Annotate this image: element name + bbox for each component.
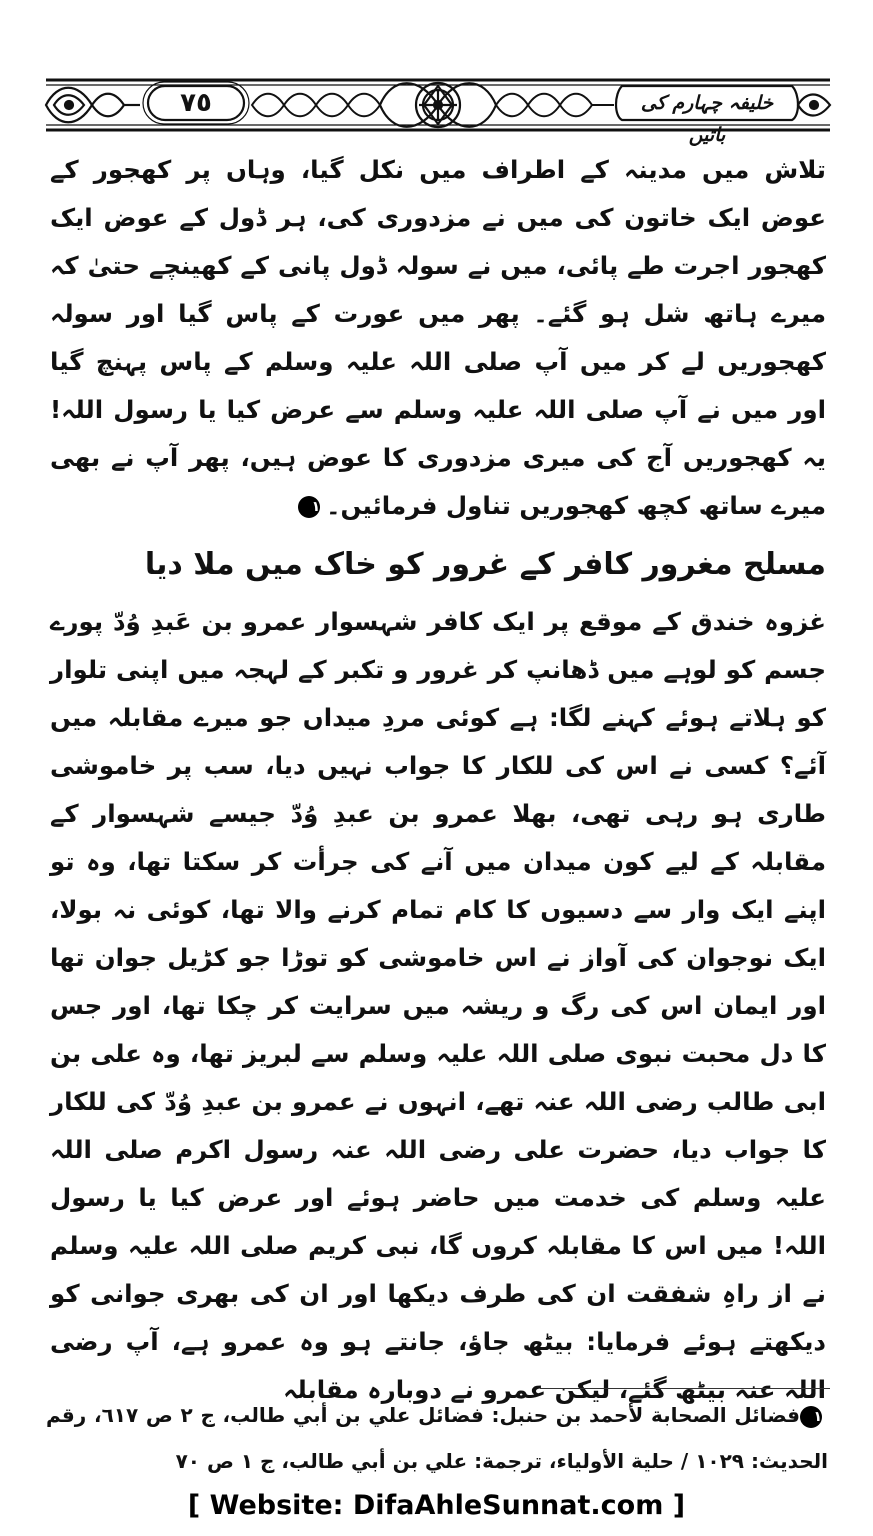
page-number: ٧٥: [180, 88, 212, 118]
footnote: [46, 1392, 828, 1484]
intro-paragraph: [50, 146, 826, 530]
footnote-marker: ١: [298, 496, 320, 518]
body-text: [50, 146, 826, 1414]
website-footer: [ Website: DifaAhleSunnat.com ]: [187, 1490, 686, 1521]
footnote-text: فضائل الصحابة لأحمد بن حنبل: فضائل علي بن أبي طالب، ج ٢ ص ٦١٧، رقم الحديث: ١٠٢٩ / حلية الأولياء، ترجمة: علي بن أبي طالب، ج ١ ص ٧٠: [46, 1403, 828, 1473]
section-paragraph: غزوہ خندق کے موقع پر ایک کافر شہسوار عمرو بن عَبدِ وُدّ پورے جسم کو لوہے میں ڈھانپ کر غرور و تکبر کے لہجہ میں اپنی تلوار کو ہلاتے ہوئے کہنے لگا: ہے کوئی مردِ میداں جو میرے مقابلہ میں آئے؟ کسی نے اس کی للکار کا جواب نہیں دیا، سب پر خاموشی طاری ہو رہی تھی، بھلا عمرو بن عبدِ وُدّ جیسے شہسوار کے مقابلہ کے لیے کون میدان میں آنے کی جرأت کر سکتا تھا، وہ تو اپنے ایک وار سے دسیوں کا کام تمام کرنے والا تھا، کوئی نہ بولا، ایک نوجوان کی آواز نے اس خاموشی کو توڑا جو کڑیل جوان تھا اور ایمان اس کی رگ و ریشہ میں سرایت کر چکا تھا، اور جس کا دل محبت نبوی صلی اللہ علیہ وسلم سے لبریز تھا، وہ علی بن ابی طالب رضی اللہ عنہ تھے، انہوں نے عمرو بن عبدِ وُدّ کی للکار کا جواب دیا، حضرت علی رضی اللہ عنہ رسول اکرم صلی اللہ علیہ وسلم کی خدمت میں حاضر ہوئے اور عرض کیا یا رسول اللہ! میں اس کا مقابلہ کروں گا، نبی کریم صلی اللہ علیہ وسلم نے از راہِ شفقت ان کی طرف دیکھا اور ان کی بھری جوانی کو دیکھتے ہوئے فرمایا: بیٹھ جاؤ، جانتے ہو وہ عمرو ہے، آپ رضی اللہ عنہ بیٹھ گئے، لیکن عمرو نے دوبارہ مقابلہ: [50, 607, 826, 1404]
intro-paragraph-text: تلاش میں مدینہ کے اطراف میں نکل گیا، وہاں پر کھجور کے عوض ایک خاتون کی میں نے مزدوری کی، ہر ڈول کے عوض ایک کھجور اجرت طے پائی، میں نے سولہ ڈول پانی کے کھینچے حتیٰ کہ میرے ہاتھ شل ہو گئے۔ پھر میں عورت کے پاس گیا اور سولہ کھجوریں لے کر میں آپ صلی اللہ علیہ وسلم کے پاس پہنچ گیا اور میں نے آپ صلی اللہ علیہ وسلم سے عرض کیا یا رسول اللہ! یہ کھجوریں آج کی میری مزدوری کا عوض ہیں، پھر آپ نے بھی میرے ساتھ کچھ کھجوریں تناول فرمائیں۔: [50, 155, 826, 520]
section-heading: مسلح مغرور کافر کے غرور کو خاک میں ملا دیا: [144, 547, 826, 582]
footnote-number: ١: [800, 1406, 822, 1428]
page-header: [40, 72, 836, 146]
footnote-divider: [540, 1388, 830, 1389]
running-title: خلیفہ چہارم کی باتیں: [640, 92, 774, 146]
